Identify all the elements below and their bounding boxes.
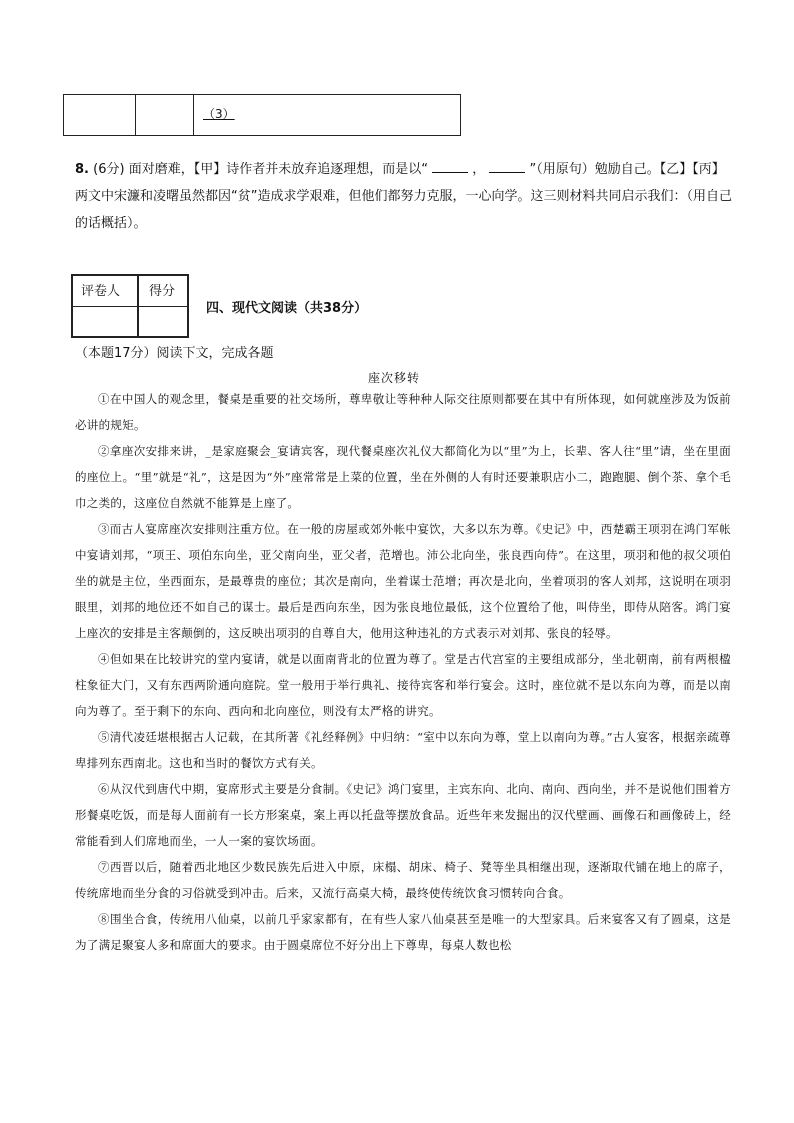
question-text-before: 面对磨难，【甲】诗作者并未放弃追逐理想，而是以“: [128, 162, 428, 177]
score-box: [71, 274, 189, 338]
paragraph: ③而古人宴席座次安排则注重方位。在一般的房屋或郊外帐中宴饮，大多以东为尊。《史记》中，西楚霸王项羽在鸿门军帐中宴请刘邦，“项王、项伯东向坐，亚父南向坐，亚父者，范增也。沛公北向坐，张良西向侍”。在这里，项羽和他的叔父项伯坐的就是主位，坐西面东，是最尊贵的座位；其次是南向，坐着谋士范增；再次是北向，坐着项羽的客人刘邦，这说明在项羽眼里，刘邦的地位还不如自己的谋士。最后是西向东坐，因为张良地位最低，这个位置给了他，叫侍坐，即侍从陪客。鸿门宴上座次的安排是主客颠倒的，这反映出项羽的自尊自大，他用这种违礼的方式表示对刘邦、张良的轻辱。: [75, 522, 731, 640]
paragraph: ⑥从汉代到唐代中期，宴席形式主要是分食制。《史记》鸿门宴里，主宾东向、北向、南向、西向坐，并不是说他们围着方形餐桌吃饭，而是每人面前有一长方形案桌，案上再以托盘等摆放食品。近些年来发掘出的汉代壁画、画像石和画像砖上，经常能看到人们席地而坐，一人一案的宴饮场面。: [75, 782, 731, 848]
question-8: [75, 156, 735, 237]
score-box-divider: [73, 306, 187, 307]
answer-blank-1[interactable]: [432, 160, 468, 173]
section-note: （本题17分）阅读下文，完成各题: [75, 346, 274, 361]
paragraph: ④但如果在比较讲究的堂内宴请，就是以面南背北的位置为尊了。堂是古代宫室的主要组成部分，坐北朝南，前有两根楹柱象征大门，又有东西两阶通向庭院。堂一般用于举行典礼、接待宾客和举行宴会。这时，座位就不是以东向为尊，而是以南向为尊了。至于剩下的东向、西向和北向座位，则没有太严格的讲究。: [75, 652, 731, 718]
table-cell-3: （3）: [203, 107, 235, 121]
paragraph: ①在中国人的观念里，餐桌是重要的社交场所，尊卑敬让等种种人际交往原则都要在其中有所体现，如何就座涉及为饭前必讲的规矩。: [75, 392, 731, 432]
question-points: (6分): [93, 162, 125, 177]
paragraph: ⑦西晋以后，随着西北地区少数民族先后进入中原，床榻、胡床、椅子、凳等坐具相继出现，逐渐取代铺在地上的席子，传统席地而坐分食的习俗就受到冲击。后来，又流行高桌大椅，最终使传统饮食习惯转向合食。: [75, 860, 731, 900]
section-title: 四、现代文阅读（共38分）: [206, 301, 368, 316]
reviewer-label: 评卷人: [81, 284, 121, 299]
answer-blank-2[interactable]: [489, 160, 525, 173]
paragraph: ⑧围坐合食，传统用八仙桌，以前几乎家家都有，在有些人家八仙桌甚至是唯一的大型家具。后来宴客又有了圆桌，这是为了满足聚宴人多和席面大的要求。由于圆桌席位不好分出上下尊卑，每桌人数也松: [75, 912, 731, 952]
article-body: [75, 386, 731, 958]
paragraph: ②拿座次安排来讲，_是家庭聚会_宴请宾客，现代餐桌座次礼仪大都简化为以“里”为上，长辈、客人往“里”请，坐在里面的座位上。“里”就是“礼”，这是因为“外”座常常是上菜的位置，坐在外侧的人有时还要兼职店小二，跑跑腿、倒个茶、拿个毛巾之类的，这座位自然就不能算是上座了。: [75, 444, 731, 510]
answer-table-fragment: [63, 94, 461, 136]
score-label: 得分: [149, 284, 176, 299]
table-divider: [193, 95, 194, 135]
article-title: 座次移转: [368, 371, 421, 385]
paragraph: ⑤清代凌廷堪根据古人记载，在其所著《礼经释例》中归纳：“室中以东向为尊，堂上以南向为尊。”古人宴客，根据亲疏尊卑排列东西南北。这也和当时的餐饮方式有关。: [75, 730, 731, 770]
question-text-sep: ，: [472, 162, 486, 177]
question-number: 8.: [75, 162, 89, 177]
table-divider: [135, 95, 136, 135]
question-text-after: ”（用原句）勉励自己。【乙】【丙】两文中宋濂和凌曙虽然都因“贫”造成求学艰难，但他们都努力克服，一心向学。这三则材料共同启示我们：（用自己的话概括）。: [75, 162, 732, 231]
